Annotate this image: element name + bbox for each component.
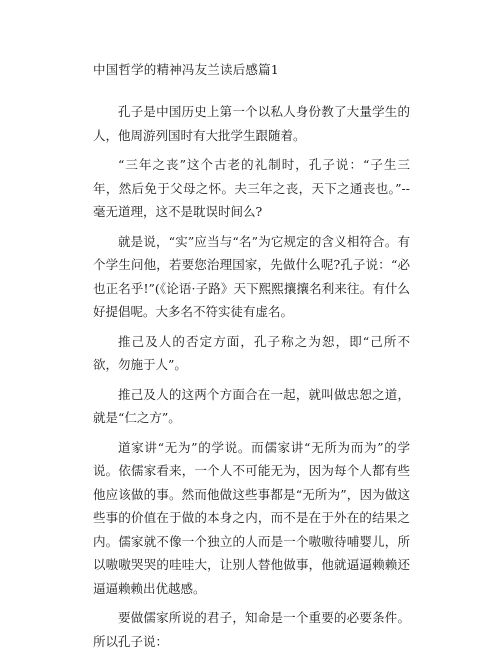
paragraph: 要做儒家所说的君子，知命是一个重要的必要条件。所以孔子说： [93, 610, 410, 649]
paragraph: “三年之丧”这个古老的礼制时，孔子说：“子生三年，然后免于父母之怀。夫三年之丧，天下之通丧也。”--毫无道理，这不是耽误时间么? [93, 157, 410, 219]
document-body [93, 100, 410, 649]
paragraph: 就是说，“实”应当与“名”为它规定的含义相符合。有个学生问他，若要您治理国家，先做什么呢?孔子说：“必也正名乎!”(《论语·子路》天下熙熙攘攘名利来往。有什么好提倡呢。大多名不符实徒有虚名。 [93, 233, 410, 319]
document-title: 中国哲学的精神冯友兰读后感篇1 [93, 62, 279, 77]
paragraph: 推己及人的否定方面，孔子称之为恕，即“己所不欲，勿施于人”。 [93, 333, 410, 372]
paragraph: 推己及人的这两个方面合在一起，就叫做忠恕之道，就是“仁之方”。 [93, 386, 410, 425]
paragraph: 孔子是中国历史上第一个以私人身份教了大量学生的人，他周游列国时有大批学生跟随着。 [93, 104, 410, 143]
paragraph: 道家讲“无为”的学说。而儒家讲“无所为而为”的学说。依儒家看来，一个人不可能无为，因为每个人都有些他应该做的事。然而他做这些事都是“无所为”，因为做这些事的价值在于做的本身之内，而不是在于外在的结果之内。儒家就不像一个独立的人而是一个嗷嗷待哺婴儿，所以嗷嗷哭哭的哇哇大，让别人替他做事，他就逼逼赖赖还逼逼赖赖出优越感。 [93, 439, 410, 596]
